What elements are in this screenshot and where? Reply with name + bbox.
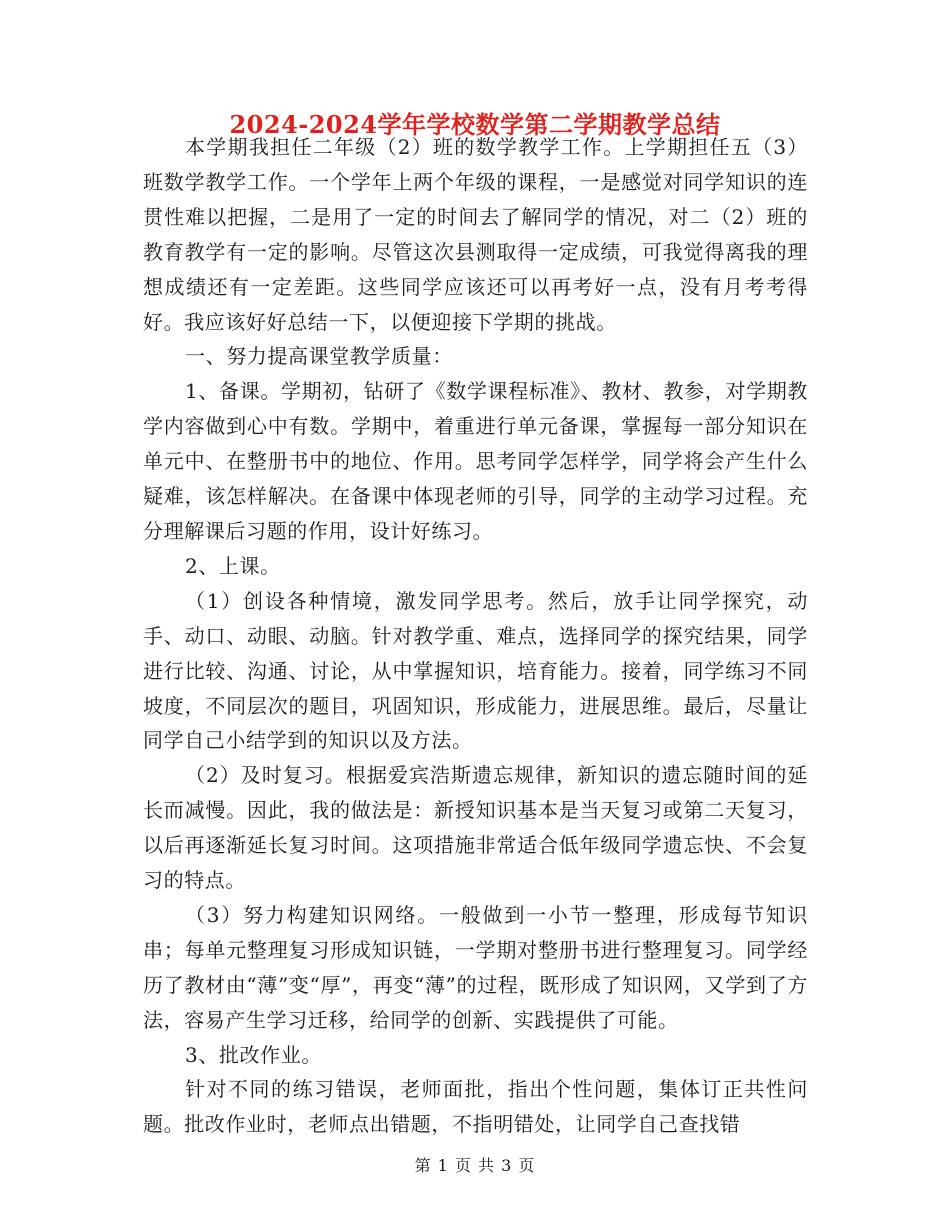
document-body — [143, 130, 808, 1142]
paragraph-homework: 针对不同的练习错误，老师面批，指出个性问题，集体订正共性问题。批改作业时，老师点出错题，不指明错处，让同学自己查找错 — [143, 1077, 808, 1137]
paragraph-situations: （1）创设各种情境，激发同学思考。然后，放手让同学探究，动手、动口、动眼、动脑。针对教学重、难点，选择同学的探究结果，同学进行比较、沟通、讨论，从中掌握知识，培育能力。接着，同学练习不同坡度，不同层次的题目，巩固知识，形成能力，进展思维。最后，尽量让同学自己小结学到的知识以及方法。 — [143, 588, 808, 753]
paragraph-lesson-prep: 1、备课。学期初，钻研了《数学课程标准》、教材、教参，对学期教学内容做到心中有数。学期中，着重进行单元备课，掌握每一部分知识在单元中、在整册书中的地位、作用。思考同学怎样学，同学将会产生什么疑难，该怎样解决。在备课中体现老师的引导，同学的主动学习过程。充分理解课后习题的作用，设计好练习。 — [143, 379, 808, 543]
page-footer: 第 1 页 共 3 页 — [414, 1156, 536, 1175]
paragraph-knowledge-network: （3）努力构建知识网络。一般做到一小节一整理，形成每节知识串；每单元整理复习形成知识链，一学期对整册书进行整理复习。同学经历了教材由“薄”变“厚”，再变“薄”的过程，既形成了知识网，又学到了方法，容易产生学习迁移，给同学的创新、实践提供了可能。 — [143, 902, 808, 1032]
paragraph-review: （2）及时复习。根据爱宾浩斯遗忘规律，新知识的遗忘随时间的延长而减慢。因此，我的做法是：新授知识基本是当天复习或第二天复习，以后再逐渐延长复习时间。这项措施非常适合低年级同学遗忘快、不会复习的特点。 — [143, 763, 808, 893]
section-heading-1: 一、努力提高课堂教学质量： — [185, 344, 453, 369]
document-title: 2024-2024学年学校数学第二学期教学总结 — [229, 110, 721, 139]
subheading-class: 2、上课。 — [185, 553, 281, 578]
subheading-homework: 3、批改作业。 — [185, 1042, 322, 1067]
paragraph-intro: 本学期我担任二年级（2）班的数学教学工作。上学期担任五（3）班数学教学工作。一个学年上两个年级的课程，一是感觉对同学知识的连贯性难以把握，二是用了一定的时间去了解同学的情况，对二（2）班的教育教学有一定的影响。尽管这次县测取得一定成绩，可我觉得离我的理想成绩还有一定差距。这些同学应该还可以再考好一点，没有月考考得好。我应该好好总结一下，以便迎接下学期的挑战。 — [143, 135, 808, 334]
